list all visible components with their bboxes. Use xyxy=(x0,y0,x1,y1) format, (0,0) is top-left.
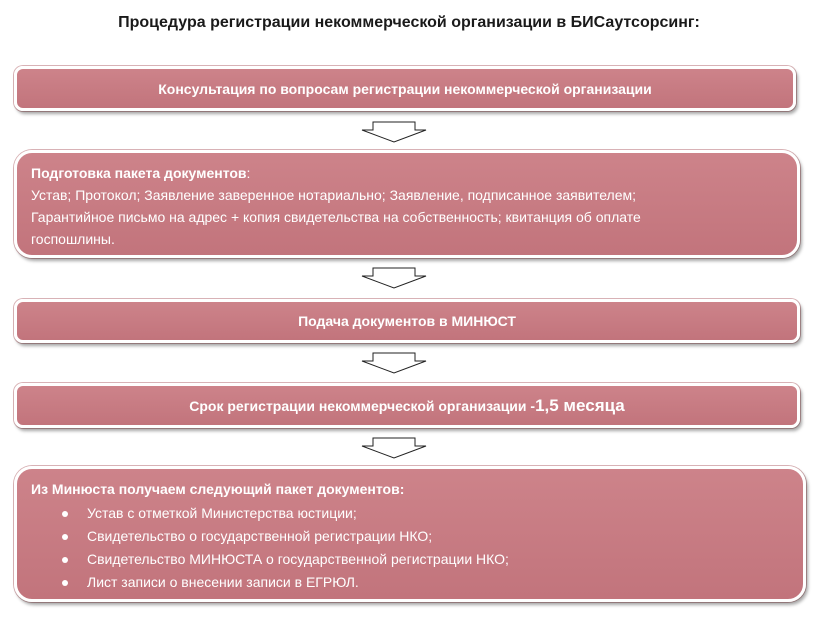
bullet-icon xyxy=(62,580,68,586)
list-item: Свидетельство МИНЮСТА о государственной регистрации НКО; xyxy=(31,548,789,571)
step-preparation-line: Устав; Протокол; Заявление заверенное нотариально; Заявление, подписанное заявителем; xyxy=(31,187,637,203)
step-result-box xyxy=(14,466,806,602)
step-consultation-box xyxy=(14,66,796,111)
down-arrow-icon xyxy=(361,121,427,143)
step-term-label: Срок регистрации некоммерческой организации -1,5 месяца xyxy=(189,395,625,415)
result-document-list xyxy=(31,502,789,594)
step-term-box xyxy=(14,383,800,428)
step-consultation-label: Консультация по вопросам регистрации некоммерческой организации xyxy=(158,80,652,97)
down-arrow-icon xyxy=(361,352,427,374)
step-submission-label: Подача документов в МИНЮСТ xyxy=(298,313,516,329)
list-item: Лист записи о внесении записи в ЕГРЮЛ. xyxy=(31,571,789,594)
down-arrow-icon xyxy=(361,437,427,459)
step-submission-box xyxy=(14,299,800,343)
down-arrow-icon xyxy=(361,267,427,289)
step-preparation-box xyxy=(14,150,800,258)
bullet-icon xyxy=(62,511,68,517)
diagram-title: Процедура регистрации некоммерческой организации в БИСаутсорсинг: xyxy=(118,14,700,31)
bullet-icon xyxy=(62,534,68,540)
step-preparation-line: госпошлины. xyxy=(31,231,115,247)
list-item: Устав с отметкой Министерства юстиции; xyxy=(31,502,789,525)
step-result-heading: Из Минюста получаем следующий пакет документов: xyxy=(31,481,405,497)
list-item: Свидетельство о государственной регистрации НКО; xyxy=(31,525,789,548)
term-value: 1,5 месяца xyxy=(535,395,625,415)
step-preparation-heading: Подготовка пакета документов: xyxy=(31,165,251,181)
step-preparation-line: Гарантийное письмо на адрес + копия свидетельства на собственность; квитанция об оплате xyxy=(31,209,641,225)
bullet-icon xyxy=(62,557,68,563)
